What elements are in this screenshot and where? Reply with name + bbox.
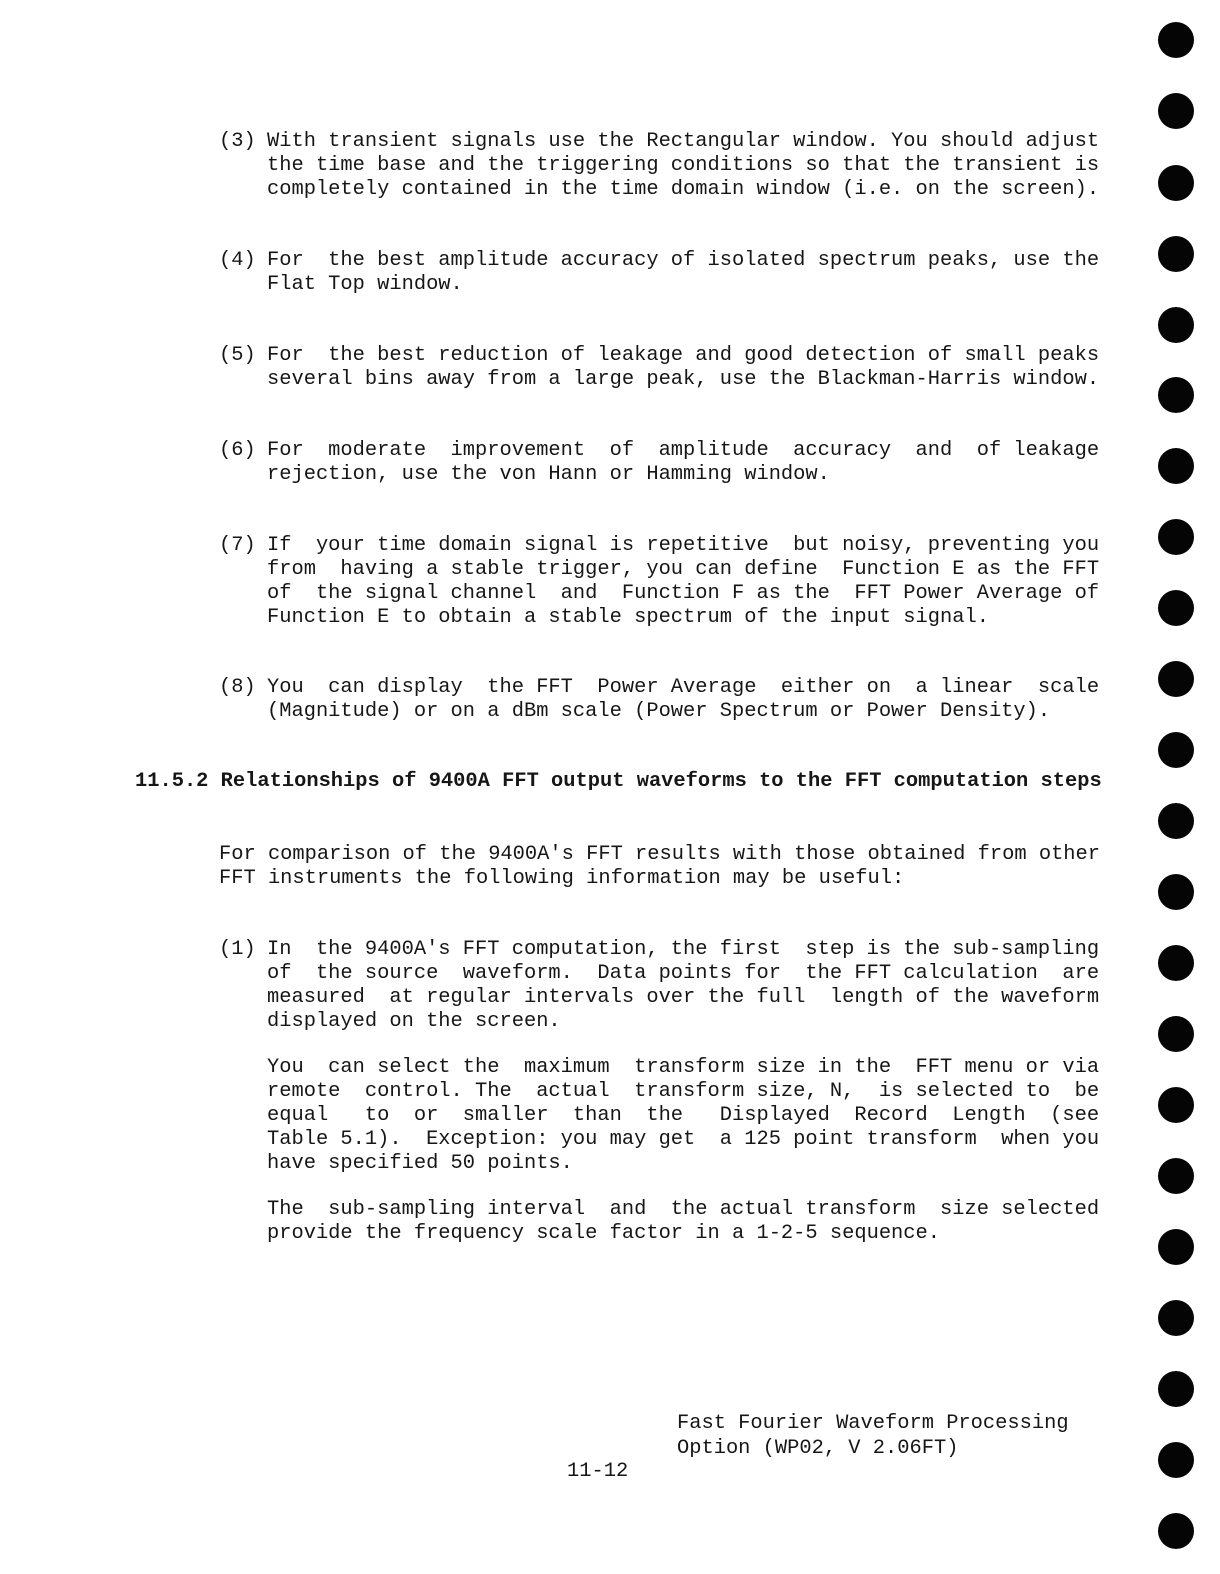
step-1-p2-line-4: Table 5.1). Exception: you may get a 125 point transform when you <box>267 1128 1100 1151</box>
item-4-line-1: For the best amplitude accuracy of isolated spectrum peaks, use the <box>267 249 1100 272</box>
punch-hole-icon <box>1158 448 1194 484</box>
page-number: 11-12 <box>567 1460 629 1483</box>
section-title: Relationships of 9400A FFT output waveforms to the FFT computation steps <box>220 770 1102 793</box>
footer-subtitle: Option (WP02, V 2.06FT) <box>677 1437 959 1460</box>
footer-title: Fast Fourier Waveform Processing <box>677 1412 1069 1435</box>
section-number: 11.5.2 <box>135 770 209 793</box>
intro-line-1: For comparison of the 9400A's FFT results with those obtained from other <box>219 843 1101 866</box>
punch-hole-icon <box>1158 945 1194 981</box>
item-7-line-4: Function E to obtain a stable spectrum of the input signal. <box>267 606 989 629</box>
punch-hole-icon <box>1158 236 1194 272</box>
punch-hole-icon <box>1158 377 1194 413</box>
item-6-line-1: For moderate improvement of amplitude accuracy and of leakage <box>267 439 1100 462</box>
punch-hole-icon <box>1158 661 1194 697</box>
item-number-3: (3) <box>219 130 256 153</box>
step-1-p3-line-1: The sub-sampling interval and the actual transform size selected <box>267 1198 1100 1221</box>
item-number-6: (6) <box>219 439 256 462</box>
step-1-p2-line-2: remote control. The actual transform size, N, is selected to be <box>267 1080 1100 1103</box>
item-5-line-1: For the best reduction of leakage and good detection of small peaks <box>267 344 1100 367</box>
punch-hole-icon <box>1158 1087 1194 1123</box>
step-1-p1-line-1: In the 9400A's FFT computation, the first step is the sub-sampling <box>267 938 1100 961</box>
item-4-line-2: Flat Top window. <box>267 273 463 296</box>
punch-hole-icon <box>1158 1016 1194 1052</box>
item-3-line-2: the time base and the triggering conditions so that the transient is <box>267 154 1100 177</box>
punch-hole-icon <box>1158 1300 1194 1336</box>
step-1-p1-line-3: measured at regular intervals over the full length of the waveform <box>267 986 1100 1009</box>
punch-hole-icon <box>1158 1229 1194 1265</box>
item-5-line-2: several bins away from a large peak, use the Blackman-Harris window. <box>267 368 1100 391</box>
step-1-p2-line-1: You can select the maximum transform size in the FFT menu or via <box>267 1056 1100 1079</box>
punch-hole-icon <box>1158 1158 1194 1194</box>
item-3-line-1: With transient signals use the Rectangular window. You should adjust <box>267 130 1100 153</box>
step-1-p2-line-3: equal to or smaller than the Displayed Record Length (see <box>267 1104 1100 1127</box>
step-1-p2-line-5: have specified 50 points. <box>267 1152 573 1175</box>
item-number-4: (4) <box>219 249 256 272</box>
item-8-line-2: (Magnitude) or on a dBm scale (Power Spectrum or Power Density). <box>267 700 1051 723</box>
punch-hole-icon <box>1158 1371 1194 1407</box>
step-number-1: (1) <box>219 938 256 961</box>
punch-hole-icon <box>1158 732 1194 768</box>
punch-hole-icon <box>1158 1513 1194 1549</box>
item-7-line-2: from having a stable trigger, you can define Function E as the FFT <box>267 558 1100 581</box>
step-1-p1-line-2: of the source waveform. Data points for the FFT calculation are <box>267 962 1100 985</box>
item-7-line-3: of the signal channel and Function F as the FFT Power Average of <box>267 582 1100 605</box>
punch-hole-icon <box>1158 165 1194 201</box>
step-1-p1-line-4: displayed on the screen. <box>267 1010 561 1033</box>
step-1-p3-line-2: provide the frequency scale factor in a 1-2-5 sequence. <box>267 1222 941 1245</box>
item-8-line-1: You can display the FFT Power Average either on a linear scale <box>267 676 1100 699</box>
punch-hole-icon <box>1158 874 1194 910</box>
punch-hole-icon <box>1158 1442 1194 1478</box>
item-number-7: (7) <box>219 534 256 557</box>
punch-hole-icon <box>1158 590 1194 626</box>
item-7-line-1: If your time domain signal is repetitive but noisy, preventing you <box>267 534 1100 557</box>
punch-hole-icon <box>1158 22 1194 58</box>
section-heading <box>135 770 1102 794</box>
item-number-8: (8) <box>219 676 256 699</box>
punch-hole-icon <box>1158 519 1194 555</box>
punch-hole-icon <box>1158 93 1194 129</box>
punch-hole-icon <box>1158 803 1194 839</box>
item-6-line-2: rejection, use the von Hann or Hamming window. <box>267 463 830 486</box>
binder-holes <box>1158 0 1198 1574</box>
punch-hole-icon <box>1158 307 1194 343</box>
item-number-5: (5) <box>219 344 256 367</box>
intro-line-2: FFT instruments the following information may be useful: <box>219 867 905 890</box>
item-3-line-3: completely contained in the time domain window (i.e. on the screen). <box>267 178 1100 201</box>
